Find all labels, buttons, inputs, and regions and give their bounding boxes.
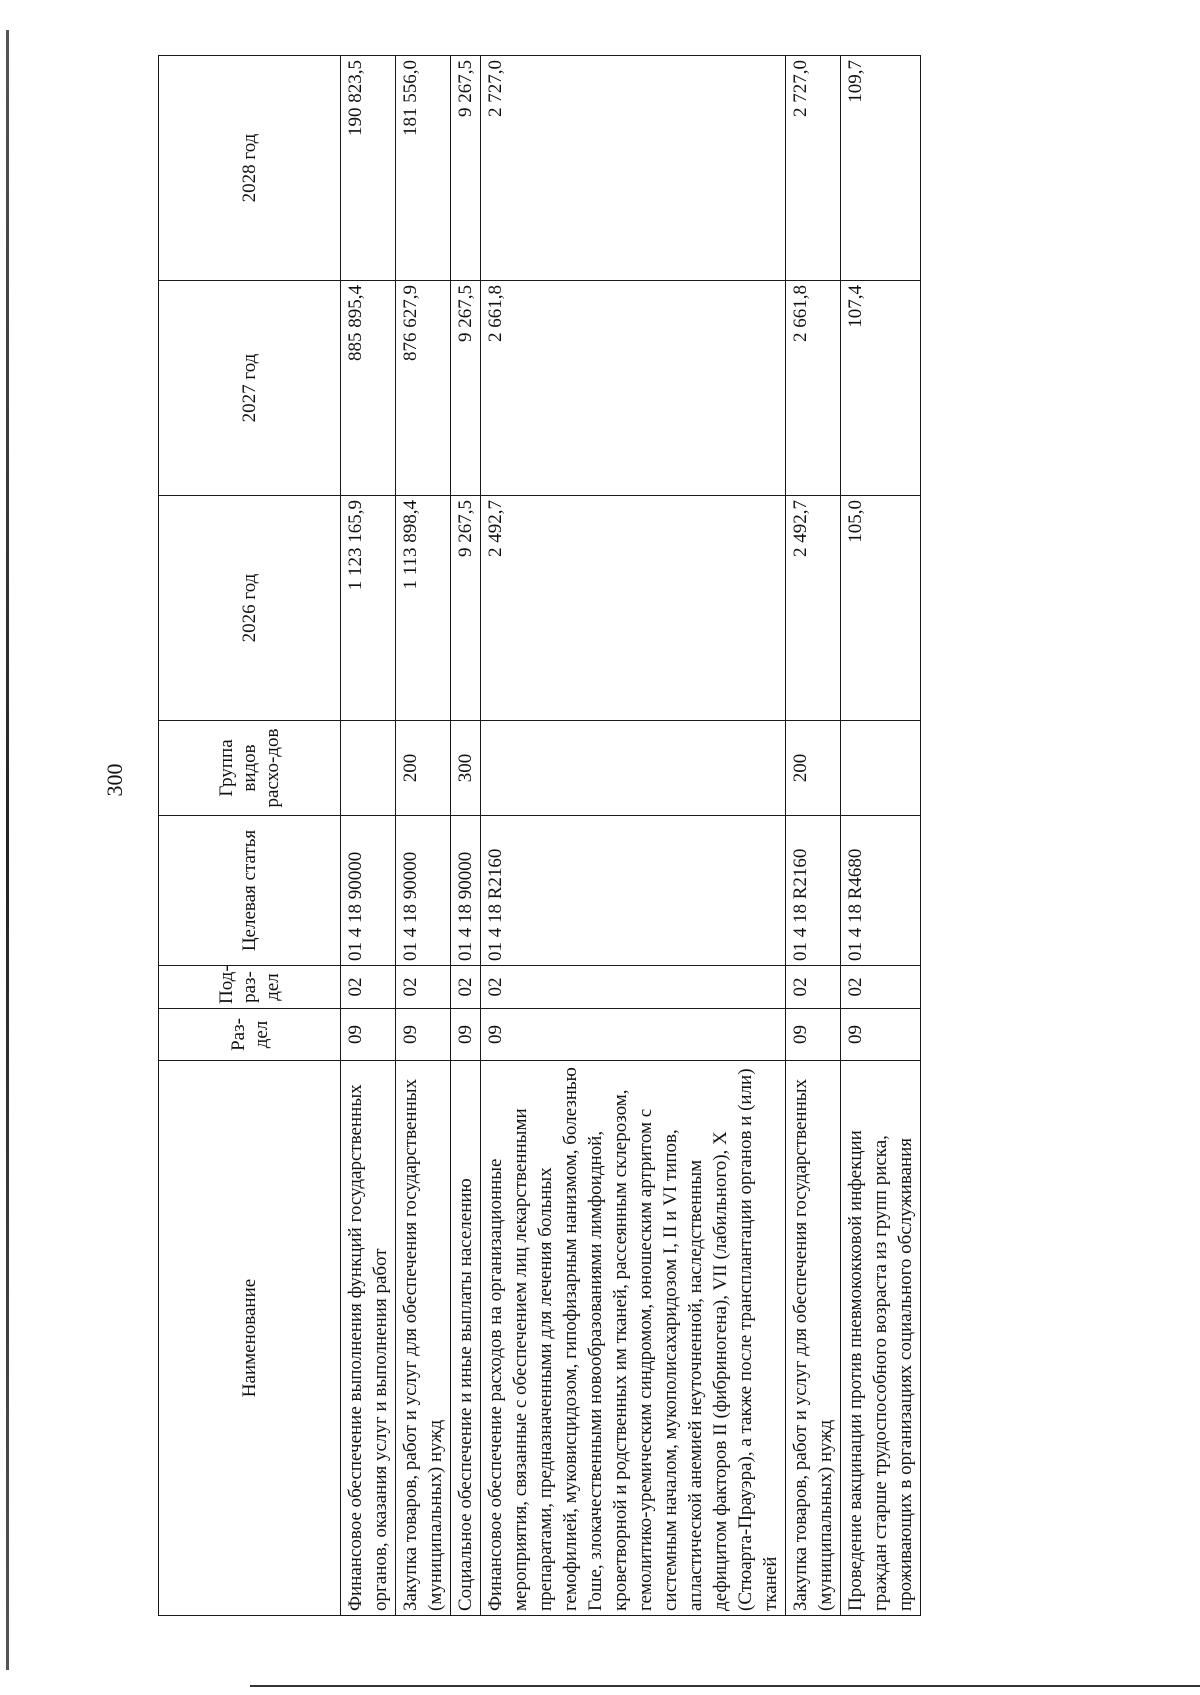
row-podrazdel: 02	[841, 966, 921, 1009]
row-2027: 9 267,5	[451, 281, 481, 496]
page-number: 300	[102, 763, 127, 797]
header-group: Группа видов расхо-дов	[159, 721, 341, 816]
header-2027: 2027 год	[159, 281, 341, 496]
row-2028: 2 727,0	[481, 56, 786, 281]
row-razdel: 09	[786, 1009, 841, 1061]
row-group: 200	[786, 721, 841, 816]
row-2027: 2 661,8	[786, 281, 841, 496]
page-binding-edge	[6, 30, 9, 1670]
row-2027: 885 895,4	[341, 281, 396, 496]
row-target: 01 4 18 R4680	[841, 816, 921, 966]
row-name: Финансовое обеспечение расходов на организационные мероприятия, связанные с обеспечением лиц лекарственными препаратами, предназначенными для лечения больных гемофилией, муковисцидозом, гипофизарным нанизмом, болезнью Гоше, злокачественными новообразованиями лимфоидной, кроветворной и родственных им тканей, рассеянным склерозом, гемолитико-уремическим синдромом, юношеским артритом с системным началом, мукополисахаридозом I, II и VI типов, апластической анемией неуточненной, наследственным дефицитом факторов II (фибриногена), VII (лабильного), X (Стюарта-Прауэра), а также после трансплантации органов и (или) тканей	[481, 1061, 786, 1616]
row-2026: 9 267,5	[451, 496, 481, 721]
header-razdel: Раз-дел	[159, 1009, 341, 1061]
row-name: Социальное обеспечение и иные выплаты населению	[451, 1061, 481, 1616]
row-2026: 1 113 898,4	[396, 496, 451, 721]
row-name: Финансовое обеспечение выполнения функций государственных органов, оказания услуг и выполнения работ	[341, 1061, 396, 1616]
row-podrazdel: 02	[396, 966, 451, 1009]
row-razdel: 09	[481, 1009, 786, 1061]
row-group: 200	[396, 721, 451, 816]
row-razdel: 09	[341, 1009, 396, 1061]
row-2026: 1 123 165,9	[341, 496, 396, 721]
row-2027: 876 627,9	[396, 281, 451, 496]
row-2026: 105,0	[841, 496, 921, 721]
header-name: Наименование	[159, 1061, 341, 1616]
row-2028: 2 727,0	[786, 56, 841, 281]
row-2028: 109,7	[841, 56, 921, 281]
table-row	[451, 56, 481, 1616]
row-2028: 190 823,5	[341, 56, 396, 281]
row-2028: 9 267,5	[451, 56, 481, 281]
row-group: 300	[451, 721, 481, 816]
row-target: 01 4 18 R2160	[481, 816, 786, 966]
page-bottom-rule	[250, 1685, 1200, 1687]
row-group	[481, 721, 786, 816]
row-group	[841, 721, 921, 816]
table-row	[396, 56, 451, 1616]
row-name: Закупка товаров, работ и услуг для обеспечения государственных (муниципальных) нужд	[786, 1061, 841, 1616]
row-podrazdel: 02	[786, 966, 841, 1009]
row-target: 01 4 18 90000	[451, 816, 481, 966]
row-2028: 181 556,0	[396, 56, 451, 281]
header-target: Целевая статья	[159, 816, 341, 966]
header-2028: 2028 год	[159, 56, 341, 281]
table-row	[786, 56, 841, 1616]
row-2027: 2 661,8	[481, 281, 786, 496]
row-razdel: 09	[451, 1009, 481, 1061]
header-row	[159, 56, 341, 1616]
row-podrazdel: 02	[481, 966, 786, 1009]
header-2026: 2026 год	[159, 496, 341, 721]
row-name: Закупка товаров, работ и услуг для обеспечения государственных (муниципальных) нужд	[396, 1061, 451, 1616]
budget-table	[158, 55, 921, 1616]
table-row	[481, 56, 786, 1616]
row-2026: 2 492,7	[786, 496, 841, 721]
table-row	[841, 56, 921, 1616]
row-2027: 107,4	[841, 281, 921, 496]
row-podrazdel: 02	[451, 966, 481, 1009]
row-razdel: 09	[841, 1009, 921, 1061]
row-target: 01 4 18 90000	[341, 816, 396, 966]
row-target: 01 4 18 R2160	[786, 816, 841, 966]
row-name: Проведение вакцинации против пневмококковой инфекции граждан старше трудоспособного возраста из групп риска, проживающих в организациях социального обслуживания	[841, 1061, 921, 1616]
row-target: 01 4 18 90000	[396, 816, 451, 966]
table-row	[341, 56, 396, 1616]
row-podrazdel: 02	[341, 966, 396, 1009]
rotated-table-wrapper	[158, 56, 968, 1616]
row-group	[341, 721, 396, 816]
header-podrazdel: Под-раз-дел	[159, 966, 341, 1009]
row-2026: 2 492,7	[481, 496, 786, 721]
row-razdel: 09	[396, 1009, 451, 1061]
